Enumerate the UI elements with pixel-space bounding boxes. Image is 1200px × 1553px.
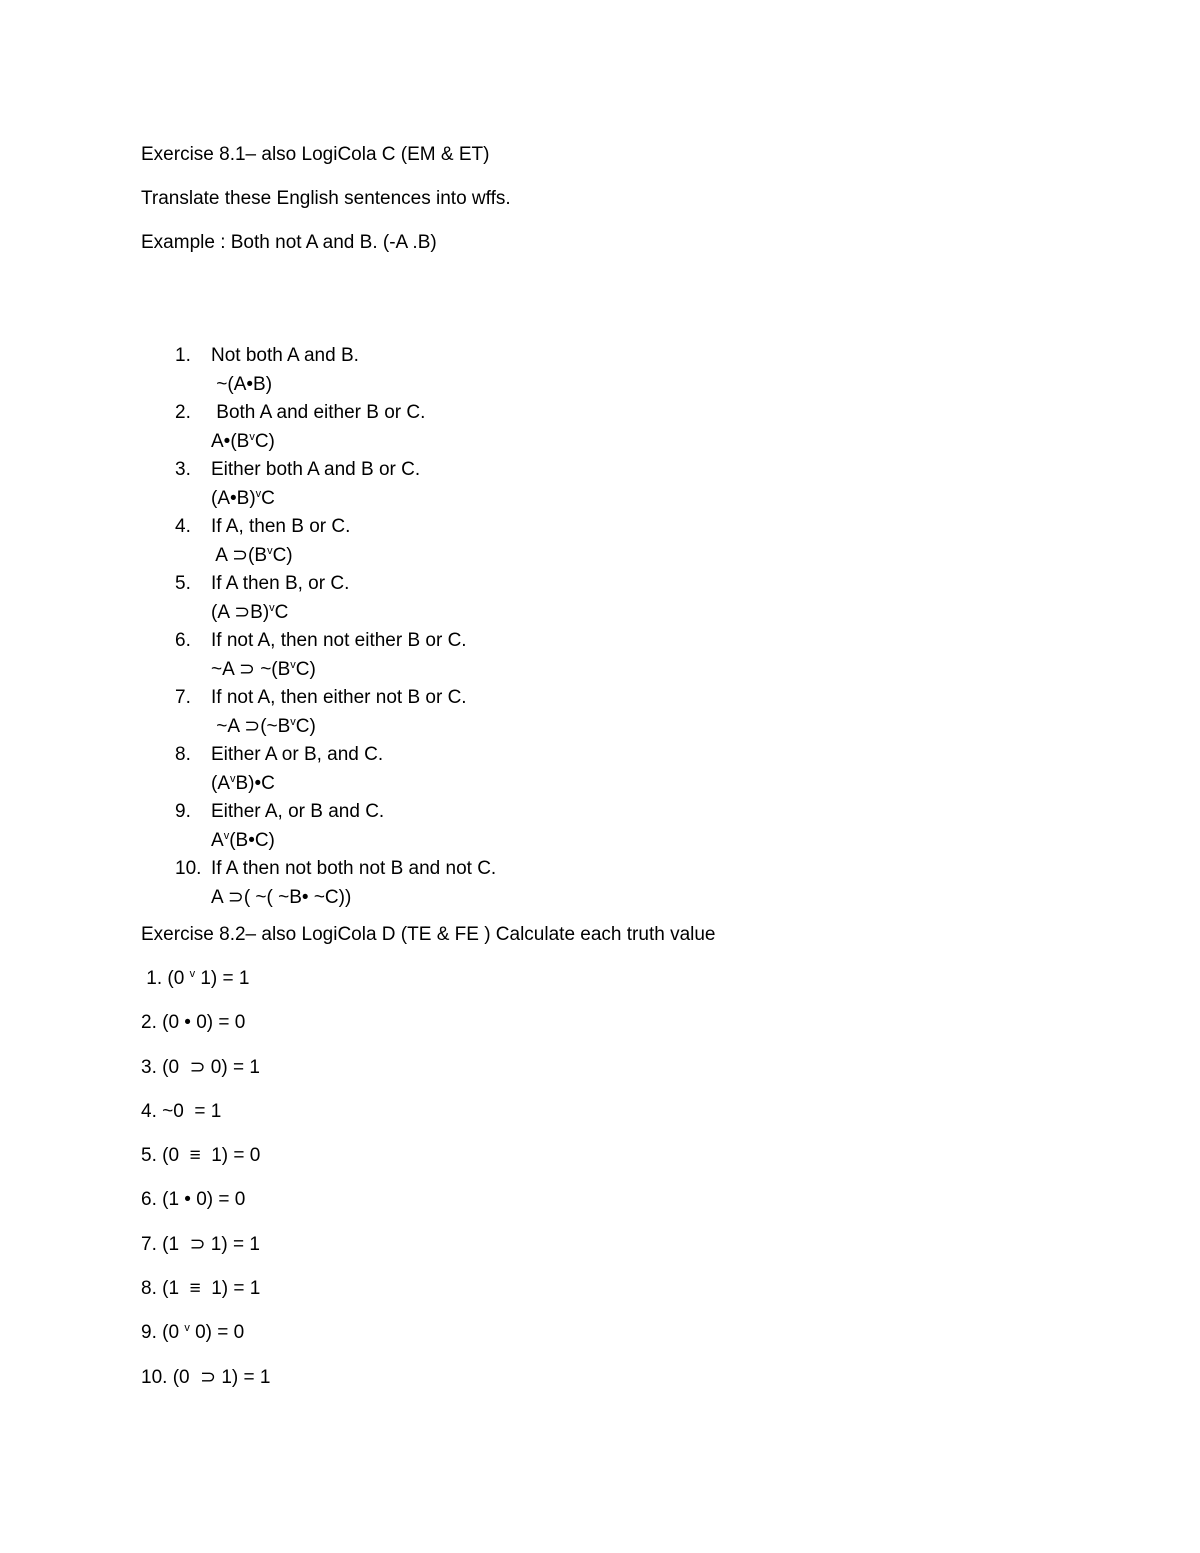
item-sentence: Either A, or B and C.	[211, 801, 385, 822]
list-item	[141, 513, 1121, 570]
list-item	[141, 342, 1121, 399]
exercise-8-1-title: Exercise 8.1– also LogiCola C (EM & ET)	[141, 144, 490, 165]
item-sentence: If A then B, or C.	[211, 573, 350, 594]
item-number: 6.	[175, 630, 191, 651]
list-item	[141, 855, 1121, 912]
list-item: 7. (1 ⊃ 1) = 1	[141, 1233, 260, 1255]
example-text: Example : Both not A and B. (-A .B)	[141, 232, 437, 253]
item-formula: $(A^vB)•C$	[211, 772, 275, 794]
list-item: 8. (1 ≡ 1) = 1	[141, 1278, 261, 1300]
item-sentence: Either both A and B or C.	[211, 459, 421, 480]
item-formula: A ⊃( ~( ~B• ~C))	[211, 886, 352, 908]
item-sentence: If not A, then not either B or C.	[211, 630, 467, 651]
item-formula: $A•(B^vC)$	[211, 430, 275, 452]
translation-list	[141, 342, 1121, 912]
spacer	[141, 276, 1121, 342]
item-number: 10.	[175, 858, 202, 879]
item-sentence: Both A and either B or C.	[211, 402, 426, 423]
list-item: 5. (0 ≡ 1) = 0	[141, 1145, 261, 1167]
item-sentence: If A, then B or C.	[211, 516, 351, 537]
item-formula: (A•B)$^v$C	[211, 487, 275, 509]
list-item	[141, 798, 1121, 855]
item-sentence: Not both A and B.	[211, 345, 359, 366]
item-formula: A $⊃(B^vC)$	[211, 544, 293, 566]
list-item: 4. ~0 = 1	[141, 1100, 222, 1122]
list-item	[141, 627, 1121, 684]
exercise-8-2-title: Exercise 8.2– also LogiCola D (TE & FE ) Calculate each truth value	[141, 924, 716, 945]
list-item: 3. (0 ⊃ 0) = 1	[141, 1056, 260, 1078]
truth-value-list	[141, 968, 1121, 1389]
list-item	[141, 399, 1121, 456]
item-formula: ~A ⊃ $\sim(B^vC)$	[211, 658, 316, 680]
document-page	[141, 144, 1121, 1411]
list-item: 1. (0 $^v$ 1) = 1	[141, 968, 250, 989]
list-item	[141, 570, 1121, 627]
list-item	[141, 741, 1121, 798]
item-number: 5.	[175, 573, 191, 594]
item-formula: (A ⊃B)$^v$C	[211, 601, 289, 623]
list-item: 6. (1 • 0) = 0	[141, 1189, 246, 1211]
item-formula: ~(A•B)	[211, 373, 273, 395]
item-number: 3.	[175, 459, 191, 480]
list-item: 2. (0 • 0) = 0	[141, 1012, 246, 1034]
item-sentence: If not A, then either not B or C.	[211, 687, 467, 708]
item-sentence: Either A or B, and C.	[211, 744, 384, 765]
item-number: 8.	[175, 744, 191, 765]
item-formula: ~A $⊃(\sim B^vC)$	[211, 715, 316, 737]
instruction-text: Translate these English sentences into wffs.	[141, 188, 511, 209]
item-formula: $A^v(B•C)$	[211, 829, 275, 851]
list-item: 10. (0 ⊃ 1) = 1	[141, 1366, 271, 1388]
item-number: 1.	[175, 345, 191, 366]
list-item: 9. (0 $^v$ 0) = 0	[141, 1322, 245, 1344]
list-item	[141, 456, 1121, 513]
item-sentence: If A then not both not B and not C.	[211, 858, 497, 879]
item-number: 9.	[175, 801, 191, 822]
item-number: 4.	[175, 516, 191, 537]
list-item	[141, 684, 1121, 741]
item-number: 2.	[175, 402, 191, 423]
item-number: 7.	[175, 687, 191, 708]
